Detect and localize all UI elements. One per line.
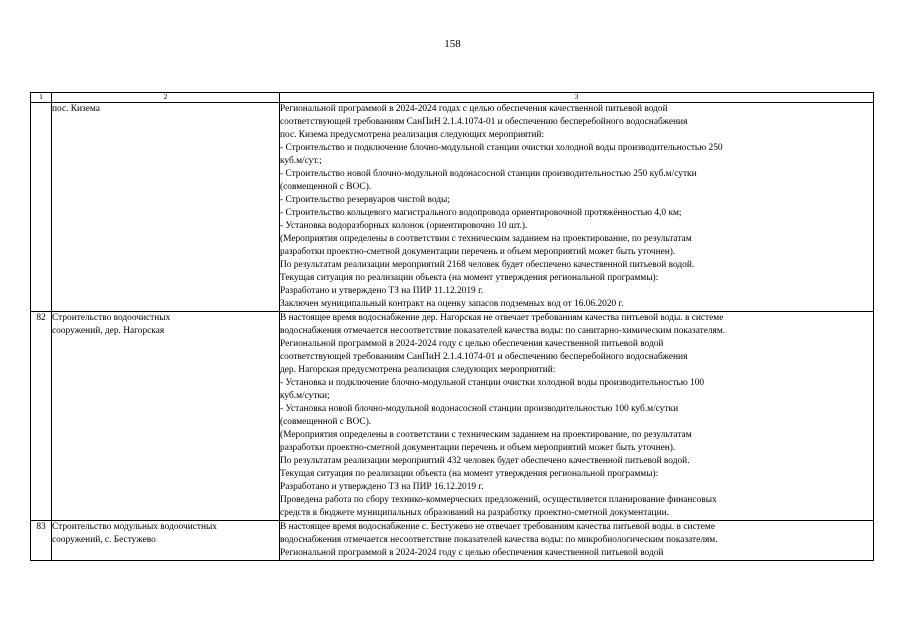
description-line: - Установка и подключение блочно-модульной станции очистки холодной воды производительностью 100 (280, 378, 705, 388)
header-row (31, 93, 874, 103)
row-number (31, 103, 52, 312)
description-line: соответствующей требованиям СанПиН 2.1.4.1074-01 и обеспечению бесперебойного водоснабжения (280, 117, 688, 127)
description-line: водоснабжения отмечается несоответствие показателей качества воды: по микробиологическим показателям. (280, 535, 718, 545)
description-line: По результатам реализации мероприятий 2168 человек будет обеспечено качественной питьевой водой. (280, 260, 695, 270)
description-line: Разработано и утверждено ТЗ на ПИР 11.12.2019 г. (280, 286, 484, 296)
description-cell (280, 103, 874, 312)
description-line: разработки проектно-сметной документации перечень и объем мероприятий может быть уточнен). (280, 247, 676, 257)
description-line: - Установка водоразборных колонок (ориентировочно 10 шт.). (280, 221, 528, 231)
table-row (31, 103, 874, 312)
description-line: Разработано и утверждено ТЗ на ПИР 16.12.2019 г. (280, 482, 484, 492)
object-name-cell (52, 521, 280, 561)
description-line: - Строительство новой блочно-модульной водонасосной станции производительностью 250 куб.м/сутки (280, 169, 697, 179)
header-cell-2: 2 (52, 93, 280, 103)
description-line: дер. Нагорская предусмотрена реализация следующих мероприятий: (280, 365, 556, 375)
description-line: - Строительство резервуаров чистой воды; (280, 195, 450, 205)
object-name-line: пос. Кизема (52, 104, 100, 114)
description-line: В настоящее время водоснабжение с. Бестужево не отвечает требованиям качества питьевой воды. в системе (280, 522, 716, 532)
description-line: - Строительство и подключение блочно-модульной станции очистки холодной воды производительностью 250 (280, 143, 723, 153)
object-name-line: сооружений, дер. Нагорская (52, 326, 165, 336)
description-cell (280, 312, 874, 521)
table-body (31, 93, 874, 561)
object-name-line: сооружений, с. Бестужево (52, 535, 156, 545)
description-line: Региональной программой в 2024-2024 году с целью обеспечения качественной питьевой водой (280, 339, 664, 349)
description-line: соответствующей требованиям СанПиН 2.1.4.1074-01 и обеспечению бесперебойного водоснабжения (280, 352, 688, 362)
description-line: (Мероприятия определены в соответствии с техническим заданием на проектирование, по результатам (280, 234, 692, 244)
description-line: - Строительство кольцевого магистрального водопровода ориентировочной протяжённостью 4,0 км; (280, 208, 682, 218)
row-number: 82 (31, 312, 52, 521)
description-line: разработки проектно-сметной документации перечень и объем мероприятий может быть уточнен). (280, 443, 676, 453)
row-number: 83 (31, 521, 52, 561)
description-line: пос. Кизема предусмотрена реализация следующих мероприятий: (280, 130, 545, 140)
description-line: куб.м/сутки; (280, 391, 330, 401)
table-row (31, 521, 874, 561)
description-line: Проведена работа по сбору технико-коммерческих предложений, осуществляется планирование финансовых (280, 495, 717, 505)
description-line: (совмещенной с ВОС). (280, 417, 372, 427)
description-line: По результатам реализации мероприятий 432 человек будет обеспечено качественной питьевой водой. (280, 456, 690, 466)
description-line: Заключен муниципальный контракт на оценку запасов подземных вод от 16.06.2020 г. (280, 299, 624, 309)
header-cell-1: 1 (31, 93, 52, 103)
description-line: (совмещенной с ВОС). (280, 182, 372, 192)
description-line: - Установка новой блочно-модульной водонасосной станции производительностью 100 куб.м/сутки (280, 404, 679, 414)
object-name-line: Строительство модульных водоочистных (52, 522, 217, 532)
table-row (31, 312, 874, 521)
description-line: Текущая ситуация по реализации объекта (на момент утверждения региональной программы): (280, 273, 659, 283)
measures-table (30, 92, 874, 561)
header-cell-3: 3 (280, 93, 874, 103)
page-number: 158 (444, 38, 461, 50)
object-name-cell (52, 312, 280, 521)
description-line: водоснабжения отмечается несоответствие показателей качества воды: по санитарно-химическим показателям. (280, 326, 726, 336)
object-name-cell (52, 103, 280, 312)
description-line: Текущая ситуация по реализации объекта (на момент утверждения региональной программы): (280, 469, 659, 479)
object-name-line: Строительство водоочистных (52, 313, 171, 323)
description-line: В настоящее время водоснабжение дер. Нагорская не отвечает требованиям качества питьевой воды. в системе (280, 313, 724, 323)
description-line: Региональной программой в 2024-2024 годах с целью обеспечения качественной питьевой водой (280, 104, 668, 114)
description-cell (280, 521, 874, 561)
description-line: Региональной программой в 2024-2024 году с целью обеспечения качественной питьевой водой (280, 548, 664, 558)
description-line: (Мероприятия определены в соответствии с техническим заданием на проектирование, по результатам (280, 430, 692, 440)
description-line: средств в бюджете муниципальных образований на разработку проектно-сметной документации. (280, 508, 669, 518)
description-line: куб.м/сут.; (280, 156, 322, 166)
